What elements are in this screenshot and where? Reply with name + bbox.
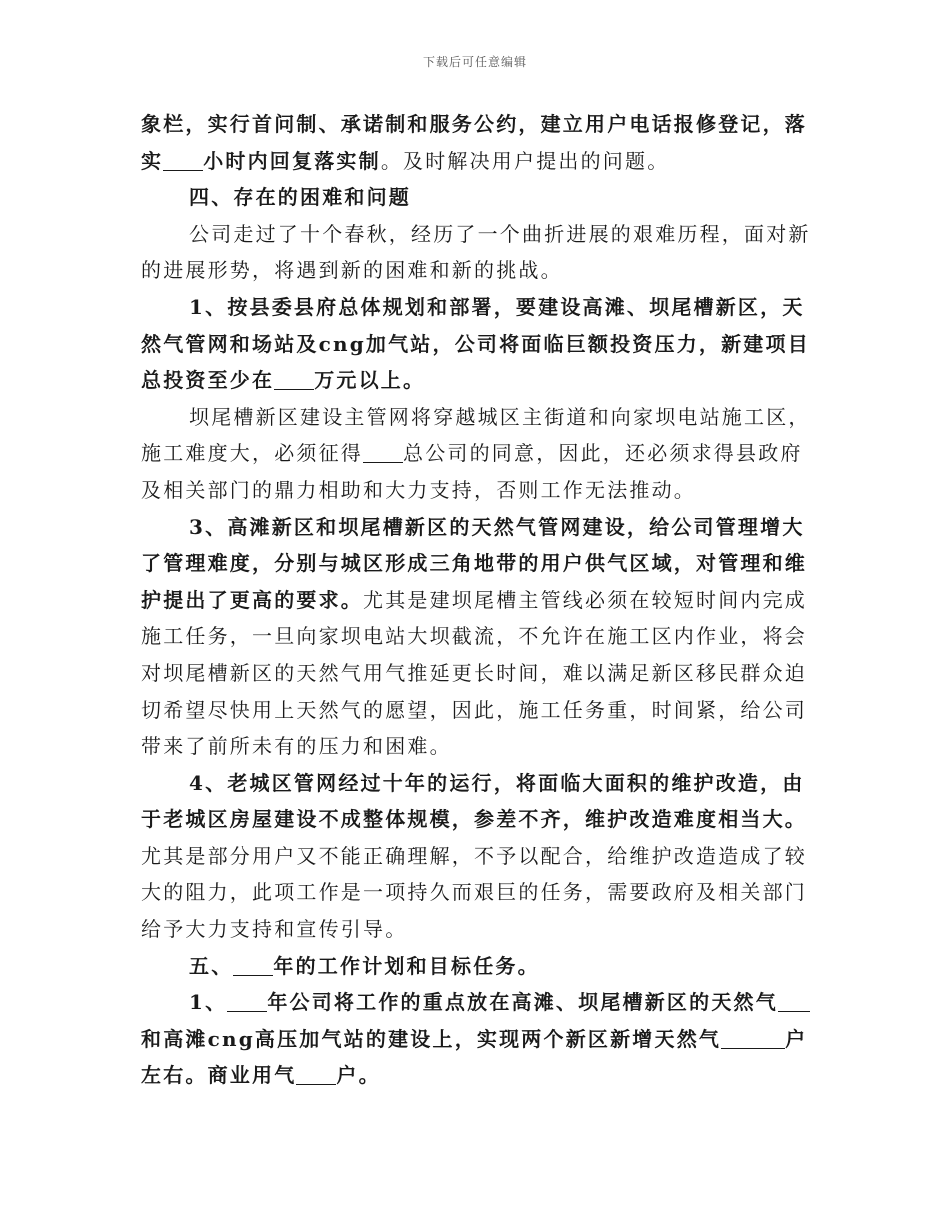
- text-normal: 。及时解决用户提出的问题。: [380, 148, 670, 173]
- text-bold: 3、高滩新区和坝尾槽新区的天然气管网建设，给公司管理增大了管理难度，分别与城区形成三角地带的用户供气区域，对管理和维护提出了更高的要求。: [141, 514, 807, 612]
- text-bold: 象栏，实行首问制、承诺制和服务公约，建立用户电话报修登记，落实: [141, 112, 807, 173]
- text-bold: 1、按县委县府总体规划和部署，要建设高滩、坝尾槽新区，天然气管网和场站及cng加气站，公司将面临巨额投资压力，新建项目总投资至少在: [141, 294, 810, 393]
- paragraph-service-commitment: [141, 106, 813, 179]
- document-body: [141, 106, 813, 1094]
- blank-underline: [227, 991, 267, 1012]
- text-bold: 小时内回复落实制: [203, 148, 381, 173]
- paragraph-intro: 公司走过了十个春秋，经历了一个曲折进展的艰难历程，面对新的进展形势，将遇到新的困难和新的挑战。: [141, 221, 811, 283]
- blank-underline: [721, 1028, 785, 1049]
- text-normal: 坝尾槽新区建设主管网将穿越城区主街道和向家坝电站施工区，施工难度大，必须征得: [141, 404, 811, 466]
- text-bold: 万元以上。: [314, 368, 426, 393]
- text-bold: 年公司将工作的重点放在高滩、坝尾槽新区的天然气: [267, 990, 778, 1015]
- text-bold: 户。: [336, 1063, 381, 1088]
- text-bold: 和高滩cng高压加气站的建设上，实现两个新区新增天然气: [141, 1026, 722, 1051]
- text-bold: 五、: [189, 953, 234, 978]
- section-heading-4: 四、存在的困难和问题: [189, 185, 411, 210]
- paragraph-construction: [141, 399, 813, 509]
- paragraph-item-3: [141, 509, 813, 765]
- text-normal: 尤其是建坝尾槽主管线必须在较短时间内完成施工任务，一旦向家坝电站大坝截流，不允许在施工区内作业，将会对坝尾槽新区的天然气用气推延更长时间，难以满足新区移民群众迫切希望尽快用上天然气的愿望，因此，施工任务重，时间紧，给公司带来了前所未有的压力和困难。: [141, 587, 807, 759]
- paragraph-item-1: [141, 289, 813, 399]
- blank-underline: [274, 369, 314, 390]
- paragraph-plan-item-1: [141, 984, 813, 1094]
- section-heading-5: [141, 948, 813, 985]
- blank-underline: [778, 991, 810, 1012]
- paragraph-item-4: [141, 765, 813, 948]
- blank-underline: [363, 442, 403, 463]
- text-bold: 4、老城区管网经过十年的运行，将面临大面积的维护改造，由于老城区房屋建设不成整体规模，参差不齐，维护改造难度相当大。: [141, 770, 807, 832]
- text-normal: 尤其是部分用户又不能正确理解，不予以配合，给维护改造造成了较大的阻力，此项工作是一项持久而艰巨的任务，需要政府及相关部门给予大力支持和宣传引导。: [141, 843, 807, 942]
- blank-underline: [163, 150, 203, 171]
- blank-underline: [296, 1064, 336, 1085]
- blank-underline: [233, 955, 273, 976]
- text-bold: 年的工作计划和目标任务。: [273, 953, 540, 978]
- text-normal: 总公司的同意，因此，还必须求得县政府及相关部门的鼎力相助和大力支持，否则工作无法推动。: [141, 441, 803, 502]
- text-bold: 户左右。商业用气: [141, 1026, 808, 1088]
- text-bold: 1、: [189, 990, 228, 1015]
- page-header: 下载后可任意编辑: [422, 55, 527, 69]
